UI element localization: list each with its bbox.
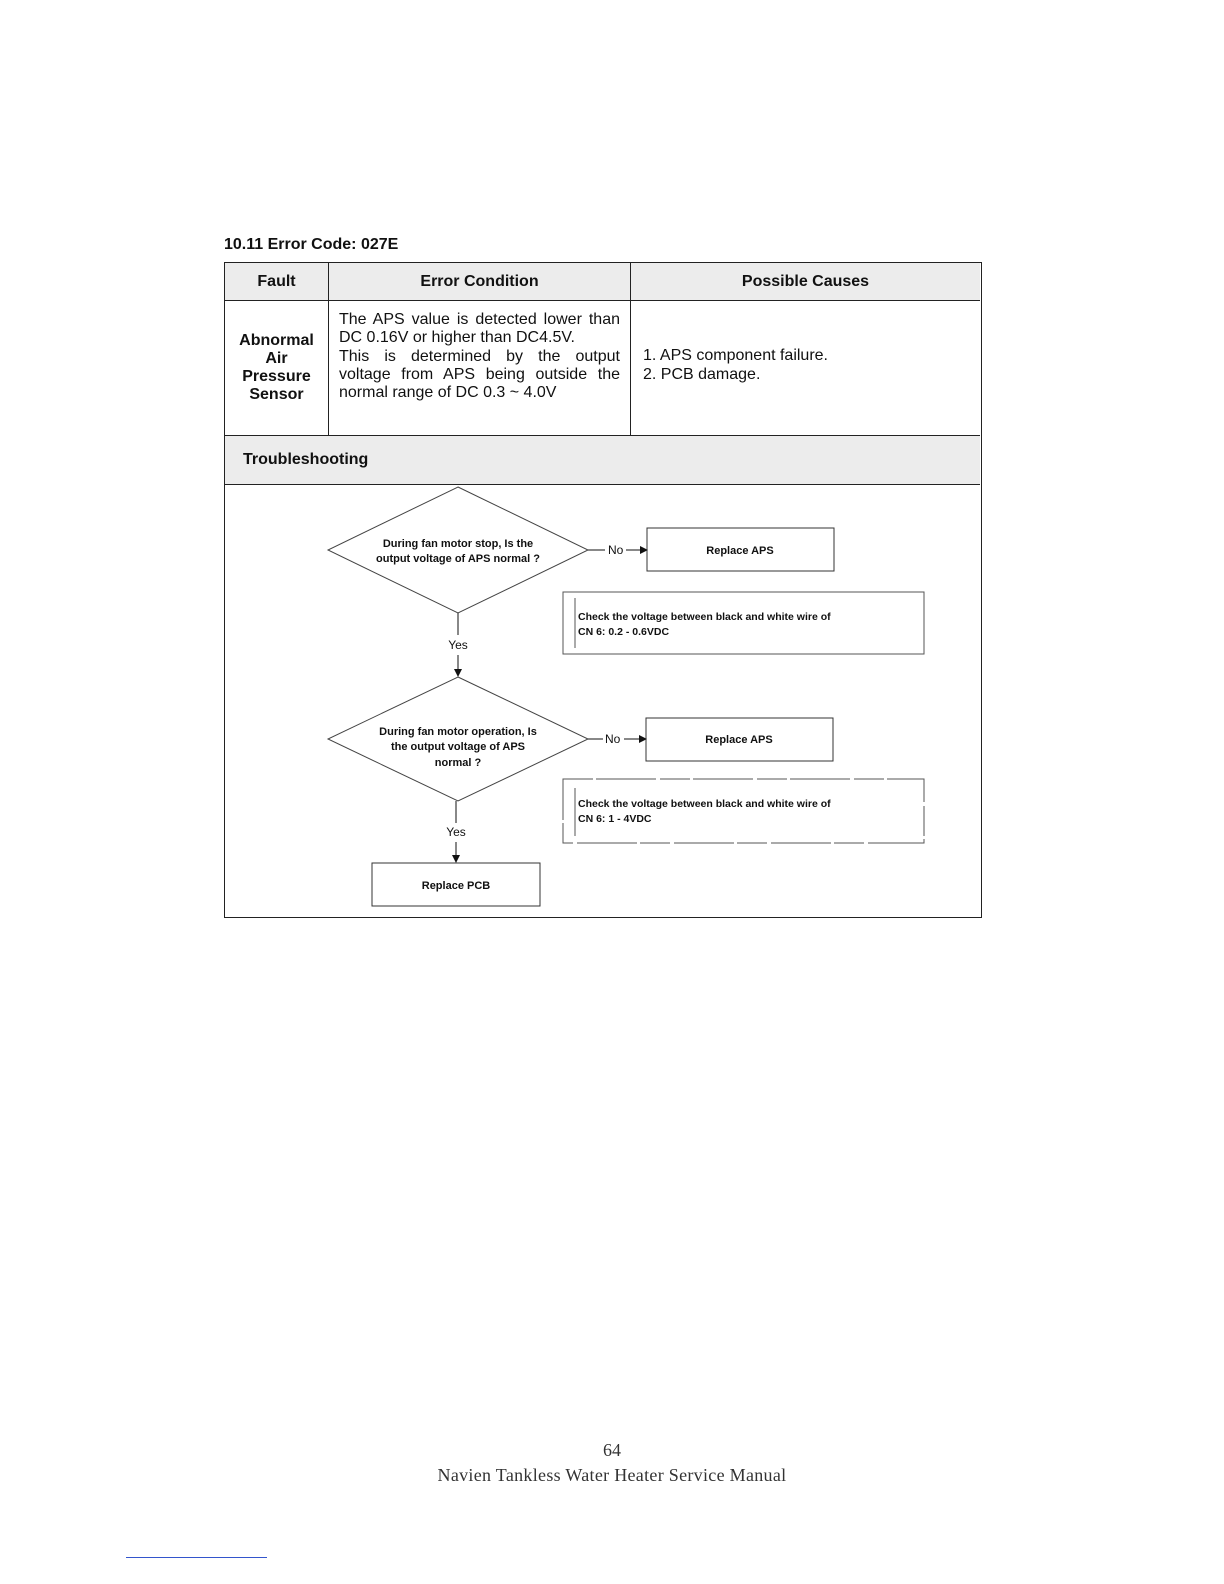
no-2-label: No (605, 732, 621, 746)
troubleshooting-label: Troubleshooting (243, 451, 369, 468)
decision-1-shape (328, 487, 588, 613)
replace-pcb-text: Replace PCB (421, 880, 491, 892)
decision-2-text: During fan motor operation, Is (379, 726, 537, 738)
note-box-2 (563, 779, 924, 843)
replace-aps-text-1: Replace APS (706, 545, 774, 557)
error-condition-header: Error Condition (329, 263, 631, 301)
decision-1-text: During fan motor stop, Is the (382, 538, 534, 550)
decision-2-text: the output voltage of APS (390, 741, 526, 753)
yes-1-label: Yes (448, 638, 468, 652)
cause-item: 1. APS component failure. (643, 347, 828, 364)
section-title: 10.11 Error Code: 027E (224, 236, 399, 253)
no-1-label: No (608, 543, 624, 557)
fault-line: Abnormal (239, 332, 314, 349)
footnote-rule (126, 1557, 267, 1558)
decision-2-text: normal ? (434, 757, 482, 769)
condition-text: This is determined by the output voltage from APS being outside the normal range of DC 0.3 ~ 4.0V (339, 347, 620, 402)
yes-2-label: Yes (446, 825, 466, 839)
decision-2-shape (328, 677, 588, 801)
note-2-text: CN 6: 1 - 4VDC (578, 813, 652, 825)
condition-text: The APS value is detected lower than DC 0.16V or higher than DC4.5V. (339, 311, 620, 347)
page-number: 64 (603, 1440, 621, 1460)
fault-line: Sensor (249, 386, 304, 403)
fault-line: Pressure (242, 368, 311, 385)
fault-line: Air (265, 350, 288, 367)
replace-aps-text-2: Replace APS (705, 734, 773, 746)
note-1-text: Check the voltage between black and white wire of (578, 611, 831, 623)
note-1-text: CN 6: 0.2 - 0.6VDC (578, 626, 670, 638)
manual-title: Navien Tankless Water Heater Service Manual (437, 1465, 787, 1485)
possible-causes-header: Possible Causes (631, 263, 980, 301)
cause-item: 2. PCB damage. (643, 366, 761, 383)
fault-header: Fault (225, 263, 329, 301)
decision-1-text: output voltage of APS normal ? (376, 553, 540, 565)
note-2-text: Check the voltage between black and white wire of (578, 798, 831, 810)
note-box-1 (563, 592, 924, 654)
